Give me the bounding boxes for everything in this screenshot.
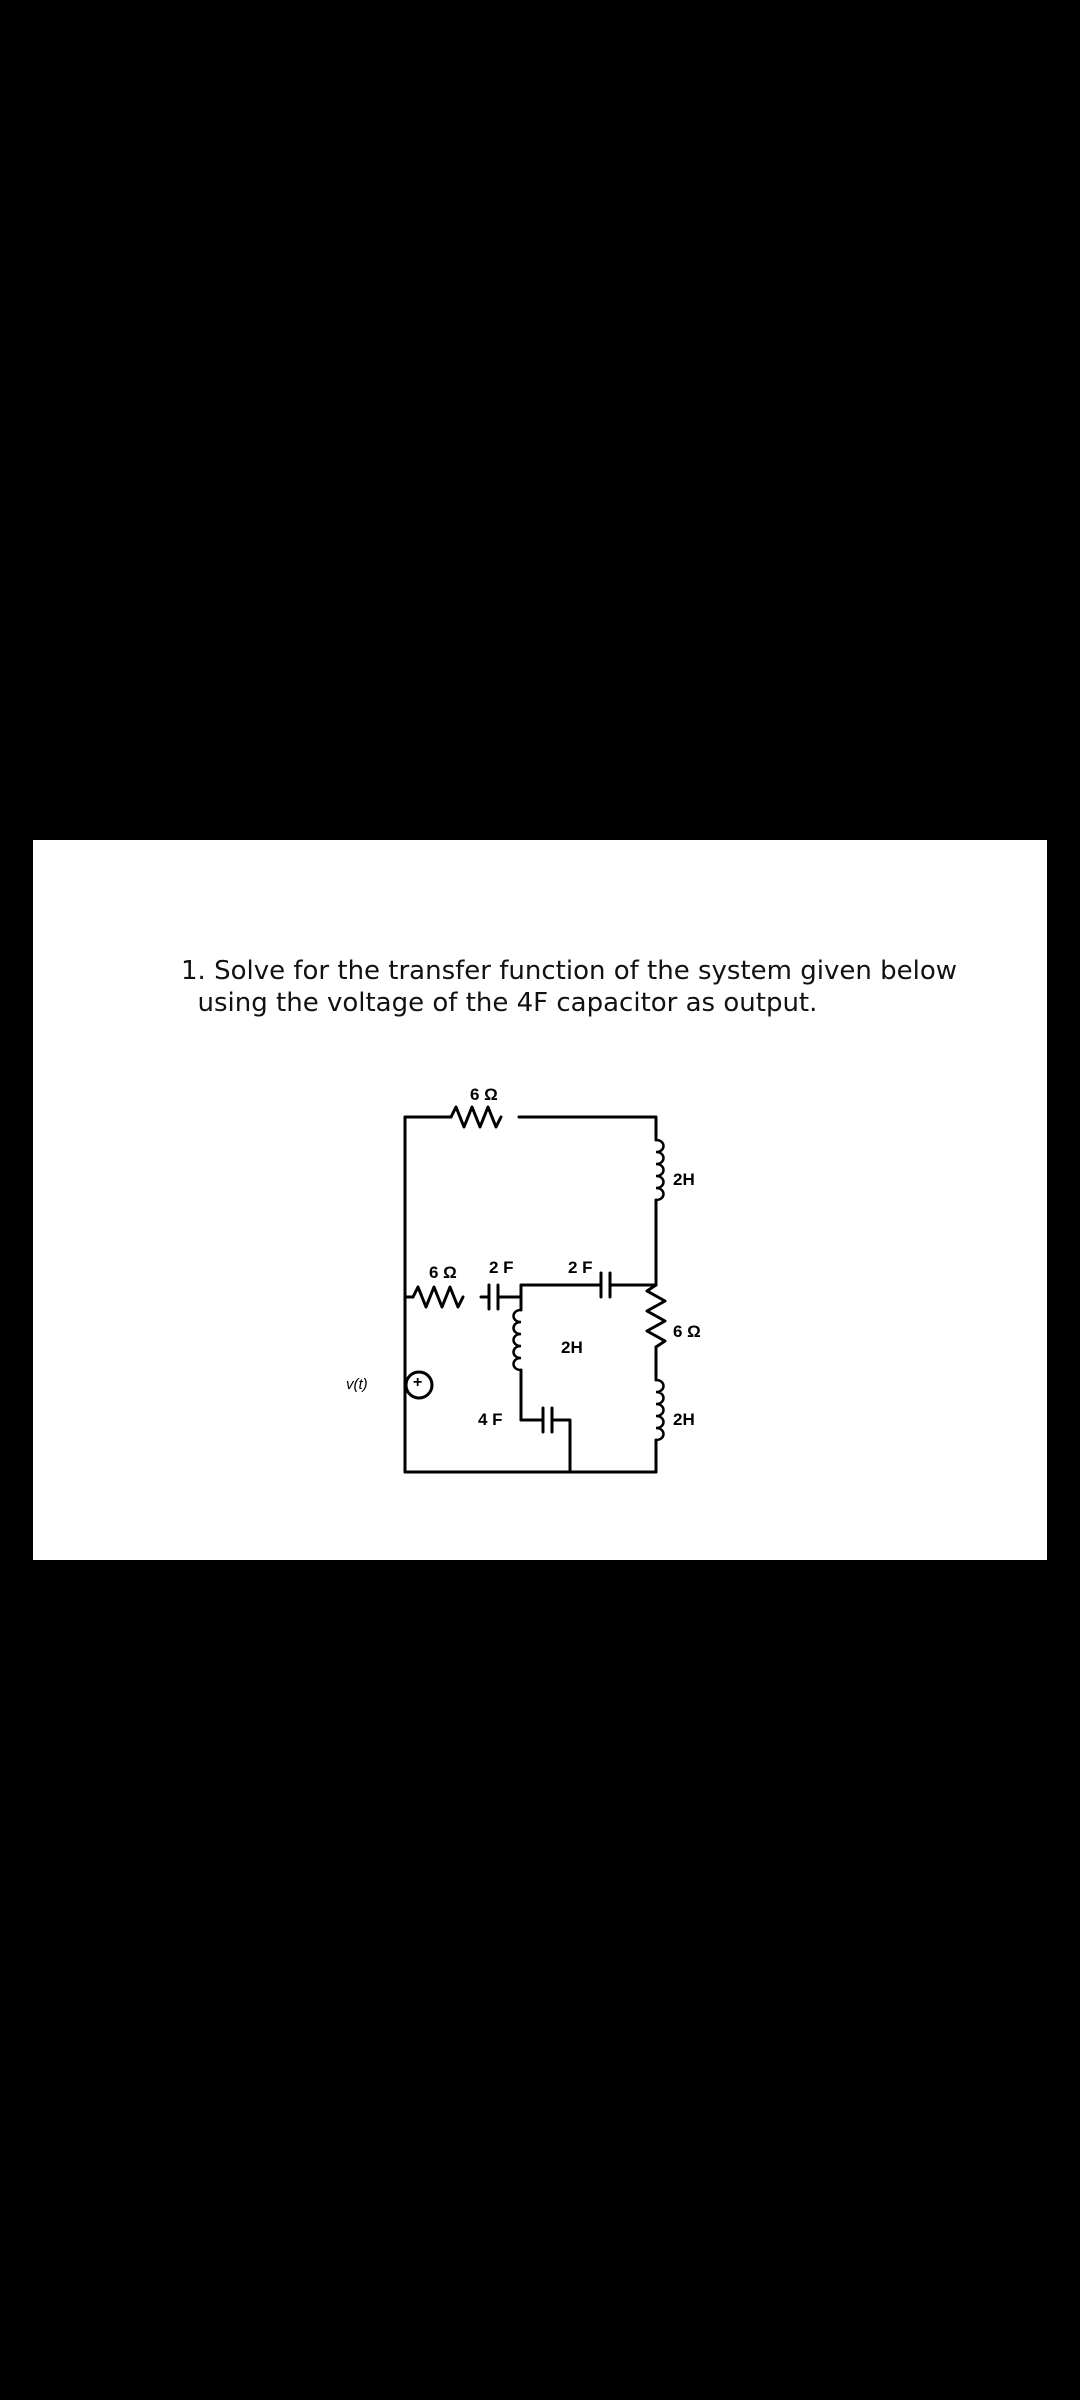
label-l-right-top: 2H — [673, 1170, 695, 1189]
wire-top-right — [519, 1117, 656, 1140]
label-c-output: 4 F — [478, 1410, 503, 1429]
label-c-mid-2: 2 F — [568, 1258, 593, 1277]
resistor-top — [451, 1107, 501, 1127]
wire-top-left — [405, 1117, 451, 1276]
question-card — [33, 840, 1047, 1560]
resistor-right — [647, 1285, 665, 1347]
label-c-mid-1: 2 F — [489, 1258, 514, 1277]
label-r-mid: 6 Ω — [429, 1263, 457, 1282]
label-l-right-bottom: 2H — [673, 1410, 695, 1429]
label-r-top: 6 Ω — [470, 1085, 498, 1104]
circuit-diagram — [33, 840, 1047, 1560]
label-source: v(t) — [346, 1376, 368, 1393]
inductor-right-bottom — [656, 1380, 664, 1440]
label-source-sign: + — [413, 1374, 423, 1391]
wire-cap-right — [552, 1420, 570, 1472]
label-l-center: 2H — [561, 1338, 583, 1357]
inductor-center — [514, 1310, 522, 1370]
problem-line-2: using the voltage of the 4F capacitor as output. — [197, 988, 818, 1018]
resistor-mid — [413, 1287, 463, 1307]
problem-line-1: 1. Solve for the transfer function of the system given below — [181, 956, 957, 986]
inductor-right-top — [656, 1140, 664, 1200]
wire-mid-node — [498, 1285, 601, 1297]
label-r-right: 6 Ω — [673, 1322, 701, 1341]
